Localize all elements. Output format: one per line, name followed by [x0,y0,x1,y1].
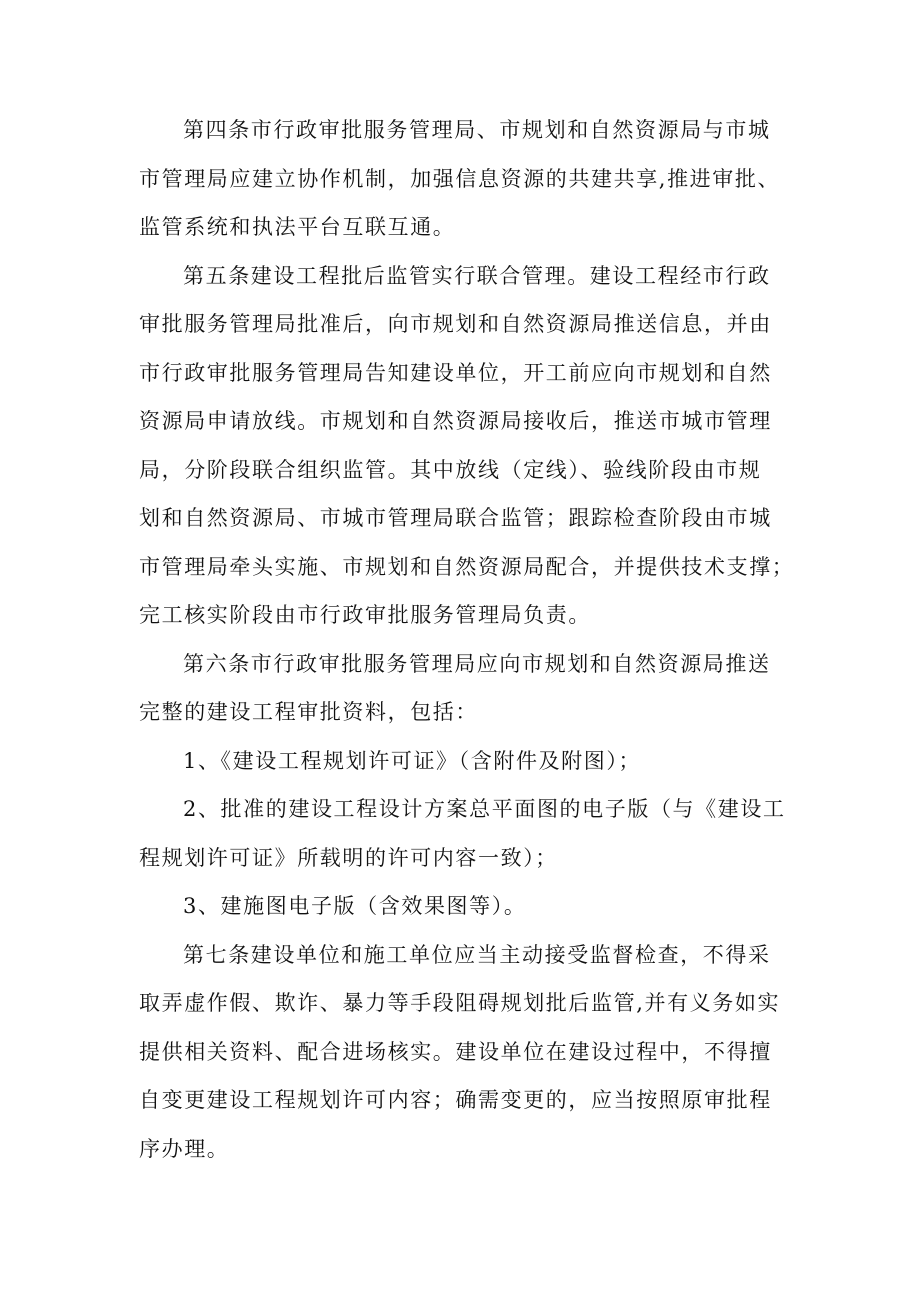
paragraph-line: 完工核实阶段由市行政审批服务管理局负责。 [139,603,591,627]
paragraph-line: 市管理局牵头实施、市规划和自然资源局配合，并提供技术支撑； [139,554,795,579]
paragraph-line: 市行政审批服务管理局告知建设单位，开工前应向市规划和自然 [139,360,772,385]
paragraph-line: 第七条建设单位和施工单位应当主动接受监督检查，不得采 [183,942,771,967]
list-item: 3、建施图电子版（含效果图等）。 [183,894,527,918]
paragraph-line: 取弄虚作假、欺诈、暴力等手段阻碍规划批后监管,并有义务如实 [139,991,781,1015]
document-body [139,106,799,1173]
paragraph-line: 第四条市行政审批服务管理局、市规划和自然资源局与市城 [183,118,771,142]
paragraph-line: 序办理。 [139,1136,230,1161]
paragraph-line: 局，分阶段联合组织监管。其中放线（定线）、验线阶段由市规 [139,457,762,482]
paragraph-line: 第六条市行政审批服务管理局应向市规划和自然资源局推送 [183,651,771,676]
list-item: 2、批准的建设工程设计方案总平面图的电子版（与《建设工 [183,797,786,821]
paragraph-line: 第五条建设工程批后监管实行联合管理。建设工程经市行政 [183,263,771,288]
paragraph-line: 资源局申请放线。市规划和自然资源局接收后，推送市城市管理 [139,409,772,433]
paragraph-line: 审批服务管理局批准后，向市规划和自然资源局推送信息，并由 [139,312,772,336]
paragraph-line: 监管系统和执法平台互联互通。 [139,215,456,239]
list-item-continuation: 程规划许可证》所载明的许可内容一致）； [139,845,558,870]
paragraph-line: 完整的建设工程审批资料，包括： [139,700,478,724]
paragraph-line: 市管理局应建立协作机制，加强信息资源的共建共享,推进审批、 [139,166,781,191]
paragraph-line: 提供相关资料、配合进场核实。建设单位在建设过程中，不得擅 [139,1039,772,1064]
list-item: 1、《建设工程规划许可证》（含附件及附图）； [183,748,642,773]
paragraph-line: 自变更建设工程规划许可内容；确需变更的，应当按照原审批程 [139,1088,772,1112]
paragraph-line: 划和自然资源局、市城市管理局联合监管；跟踪检查阶段由市城 [139,506,772,530]
